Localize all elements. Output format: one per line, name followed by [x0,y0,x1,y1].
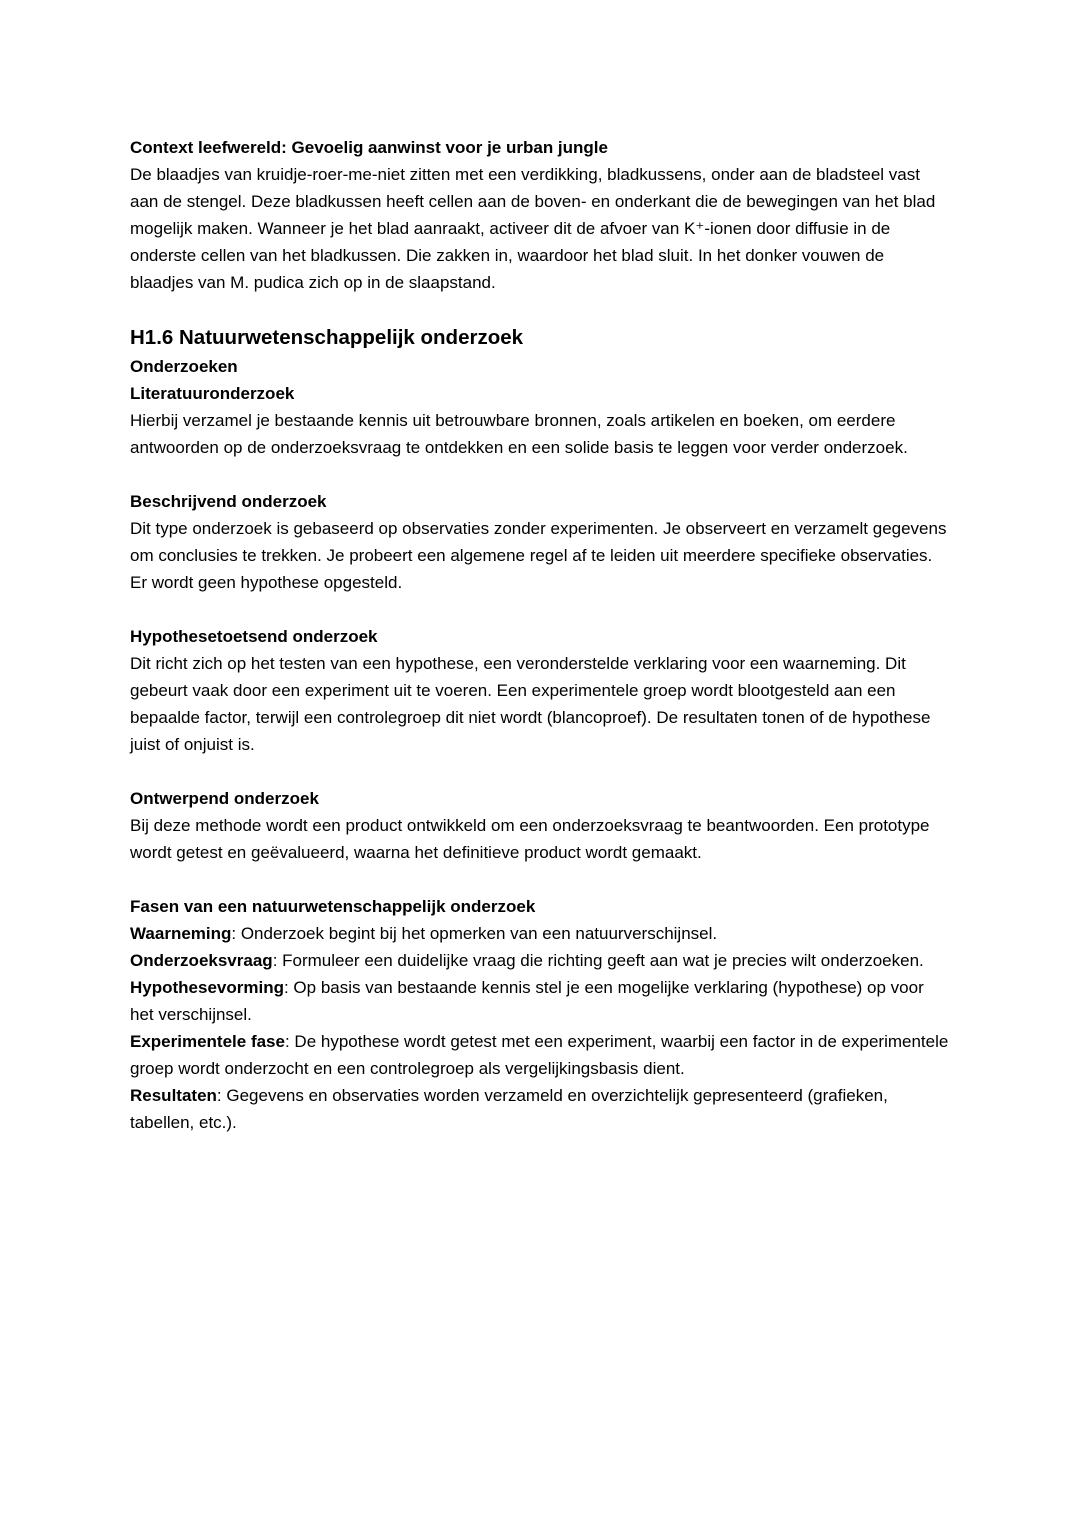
fase-label: Onderzoeksvraag [130,951,273,970]
research-type-ontwerpend-onderzoek [130,785,952,866]
chapter-subheading: Onderzoeken [130,357,238,376]
research-type-literatuuronderzoek [130,380,952,461]
research-type-body: Bij deze methode wordt een product ontwikkeld om een onderzoeksvraag te beantwoorden. Een prototype wordt getest en geëvalueerd, waarna het definitieve product wordt gemaakt. [130,816,930,862]
fasen-section [130,893,952,1136]
research-type-heading: Literatuuronderzoek [130,384,295,403]
fase-label: Experimentele fase [130,1032,285,1051]
fasen-heading: Fasen van een natuurwetenschappelijk onderzoek [130,897,536,916]
research-type-body: Hierbij verzamel je bestaande kennis uit betrouwbare bronnen, zoals artikelen en boeken, om eerdere antwoorden op de onderzoeksvraag te ontdekken en een solide basis te leggen voor verder onderzoek. [130,411,908,457]
fase-label: Waarneming [130,924,232,943]
research-type-heading: Beschrijvend onderzoek [130,492,327,511]
research-type-body: Dit richt zich op het testen van een hypothese, een veronderstelde verklaring voor een waarneming. Dit gebeurt vaak door een experiment uit te voeren. Een experimentele groep wordt blootgesteld aan een bepaalde factor, terwijl een controlegroep dit niet wordt (blancoproef). De resultaten tonen of de hypothese juist of onjuist is. [130,654,931,754]
research-type-hypothesetoetsend-onderzoek [130,623,952,758]
fase-label: Resultaten [130,1086,217,1105]
fase-item-onderzoeksvraag [130,947,952,974]
research-type-heading: Hypothesetoetsend onderzoek [130,627,378,646]
fase-item-resultaten [130,1082,952,1136]
fase-item-waarneming [130,920,952,947]
fase-text: : Onderzoek begint bij het opmerken van een natuurverschijnsel. [231,924,718,943]
context-section [130,134,952,296]
research-type-body: Dit type onderzoek is gebaseerd op observaties zonder experimenten. Je observeert en verzamelt gegevens om conclusies te trekken. Je probeert een algemene regel af te leiden uit meerdere specifieke observaties. Er wordt geen hypothese opgesteld. [130,519,947,592]
fase-text: : Formuleer een duidelijke vraag die richting geeft aan wat je precies wilt onderzoeken. [272,951,924,970]
fase-label: Hypothesevorming [130,978,284,997]
fase-text: : Op basis van bestaande kennis stel je een mogelijke verklaring (hypothese) op voor het verschijnsel. [130,978,924,1024]
fase-item-hypothesevorming [130,974,952,1028]
chapter-section [130,323,952,380]
context-heading: Context leefwereld: Gevoelig aanwinst voor je urban jungle [130,138,608,157]
fase-text: : Gegevens en observaties worden verzameld en overzichtelijk gepresenteerd (grafieken, tabellen, etc.). [130,1086,888,1132]
fase-text: : De hypothese wordt getest met een experiment, waarbij een factor in de experimentele groep wordt onderzocht en een controlegroep als vergelijkingsbasis dient. [130,1032,949,1078]
fase-item-experimentele-fase [130,1028,952,1082]
chapter-heading: H1.6 Natuurwetenschappelijk onderzoek [130,326,524,349]
research-type-beschrijvend-onderzoek [130,488,952,596]
research-type-heading: Ontwerpend onderzoek [130,789,319,808]
context-paragraph: De blaadjes van kruidje-roer-me-niet zitten met een verdikking, bladkussens, onder aan de bladsteel vast aan de stengel. Deze bladkussen heeft cellen aan de boven- en onderkant die de bewegingen van het blad mogelijk maken. Wanneer je het blad aanraakt, activeer dit de afvoer van K⁺-ionen door diffusie in de onderste cellen van het bladkussen. Die zakken in, waardoor het blad sluit. In het donker vouwen de blaadjes van M. pudica zich op in de slaapstand. [130,165,936,292]
